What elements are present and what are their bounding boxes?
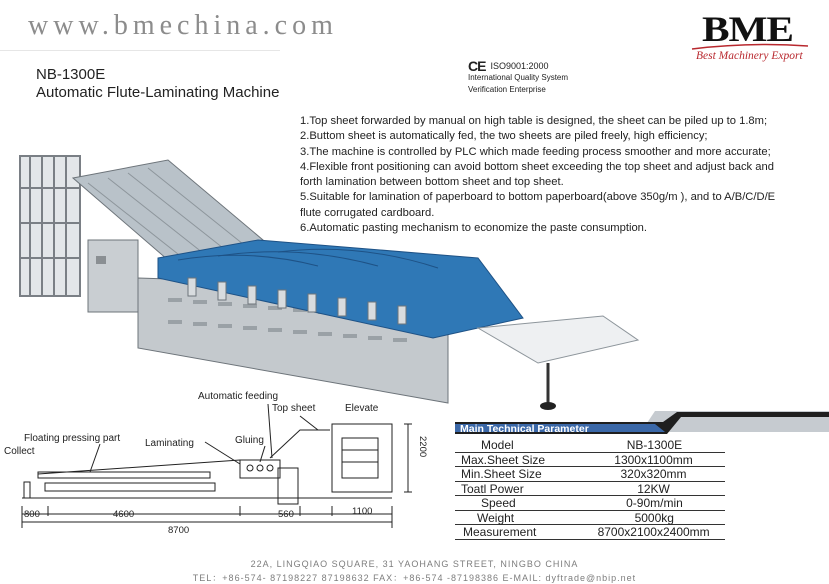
feature-item: 4.Flexible front positioning can avoid bottom sheet exceeding the top sheet and adjust back and xyxy=(300,160,774,173)
param-value: 320x320mm xyxy=(582,467,725,482)
laminating-section xyxy=(45,483,215,491)
param-key: Min.Sheet Size xyxy=(455,467,582,482)
header-divider xyxy=(0,50,280,51)
feature-item: 6.Automatic pasting mechanism to economize the paste consumption. xyxy=(300,222,647,235)
table-row xyxy=(455,511,725,526)
model-title: NB-1300E xyxy=(36,66,106,83)
footer-contact: TEL：+86-574- 87198227 87198632 FAX：+86-574 -87198386 E-MAIL: dyftrade@nbip.net xyxy=(192,573,637,583)
label-laminating: Laminating xyxy=(145,438,194,449)
dim-1100: 1100 xyxy=(352,506,373,517)
machine-title: Automatic Flute-Laminating Machine xyxy=(36,84,280,101)
bme-logo xyxy=(690,8,810,68)
ce-mark-icon: CE xyxy=(468,58,486,74)
elevate-tower xyxy=(332,424,392,492)
dim-2200: 2200 xyxy=(417,436,428,458)
label-gluing: Gluing xyxy=(235,435,264,446)
table-row xyxy=(455,496,725,511)
label-elevate: Elevate xyxy=(345,403,379,414)
param-key: Max.Sheet Size xyxy=(455,453,582,468)
param-value: NB-1300E xyxy=(584,438,725,453)
label-automatic-feeding: Automatic feeding xyxy=(198,391,279,402)
param-key: Model xyxy=(455,438,584,453)
dim-4600: 4600 xyxy=(113,509,135,520)
table-row xyxy=(455,438,725,453)
dim-8700: 8700 xyxy=(168,525,190,536)
feeding-slope xyxy=(270,430,330,458)
param-value: 12KW xyxy=(582,482,725,497)
dim-800: 800 xyxy=(24,509,40,520)
feature-item: 2.Buttom sheet is automatically fed, the two sheets are piled freely, high efficiency; xyxy=(300,130,708,143)
feature-item: 1.Top sheet forwarded by manual on high table is designed, the sheet can be piled up to 1.8m; xyxy=(300,115,768,127)
machine-photo xyxy=(18,148,643,418)
logo-tagline: Best Machinery Export xyxy=(696,50,803,62)
iso-label: ISO9001:2000 xyxy=(490,61,549,71)
label-top-sheet: Top sheet xyxy=(272,403,316,414)
feature-item: flute corrugated cardboard. xyxy=(300,206,435,219)
feeder-frame xyxy=(20,156,80,296)
feature-item: forth lamination between bottom sheet and top sheet. xyxy=(300,176,564,189)
cert-line-3: Verification Enterprise xyxy=(468,85,546,94)
feature-item: 3.The machine is controlled by PLC which made feeding process smoother and more accurate; xyxy=(300,145,771,158)
logo-letters: BME xyxy=(702,9,793,49)
schematic-diagram xyxy=(0,388,450,548)
param-value: 1300x1100mm xyxy=(582,453,725,468)
param-value: 8700x2100x2400mm xyxy=(582,525,725,540)
table-row xyxy=(455,482,725,497)
param-key: Toatl Power xyxy=(455,482,582,497)
gluing-unit xyxy=(240,460,280,478)
feature-item: 5.Suitable for lamination of paperboard to bottom paperboard(above 350g/m ), and to A/B/C/D/E xyxy=(300,191,776,204)
label-collect: Collect xyxy=(4,446,35,457)
parameter-table xyxy=(455,438,725,540)
param-key: Measurement xyxy=(455,525,582,540)
control-cabinet xyxy=(88,240,138,312)
param-title: Main Technical Parameter xyxy=(460,423,589,435)
param-key: Speed xyxy=(455,496,584,511)
param-value: 5000kg xyxy=(584,511,725,526)
param-key: Weight xyxy=(455,511,584,526)
label-floating-pressing-part: Floating pressing part xyxy=(24,433,121,444)
certification-block xyxy=(468,60,568,96)
param-value: 0-90m/min xyxy=(584,496,725,511)
dim-560: 560 xyxy=(278,509,294,520)
table-row xyxy=(455,467,725,482)
website-url: www.bmechina.com xyxy=(28,10,338,41)
cert-line-2: International Quality System xyxy=(468,73,569,82)
footer-address: 22A, LINGQIAO SQUARE, 31 YAOHANG STREET, NINGBO CHINA xyxy=(250,559,579,569)
table-row xyxy=(455,525,725,540)
table-row xyxy=(455,453,725,468)
